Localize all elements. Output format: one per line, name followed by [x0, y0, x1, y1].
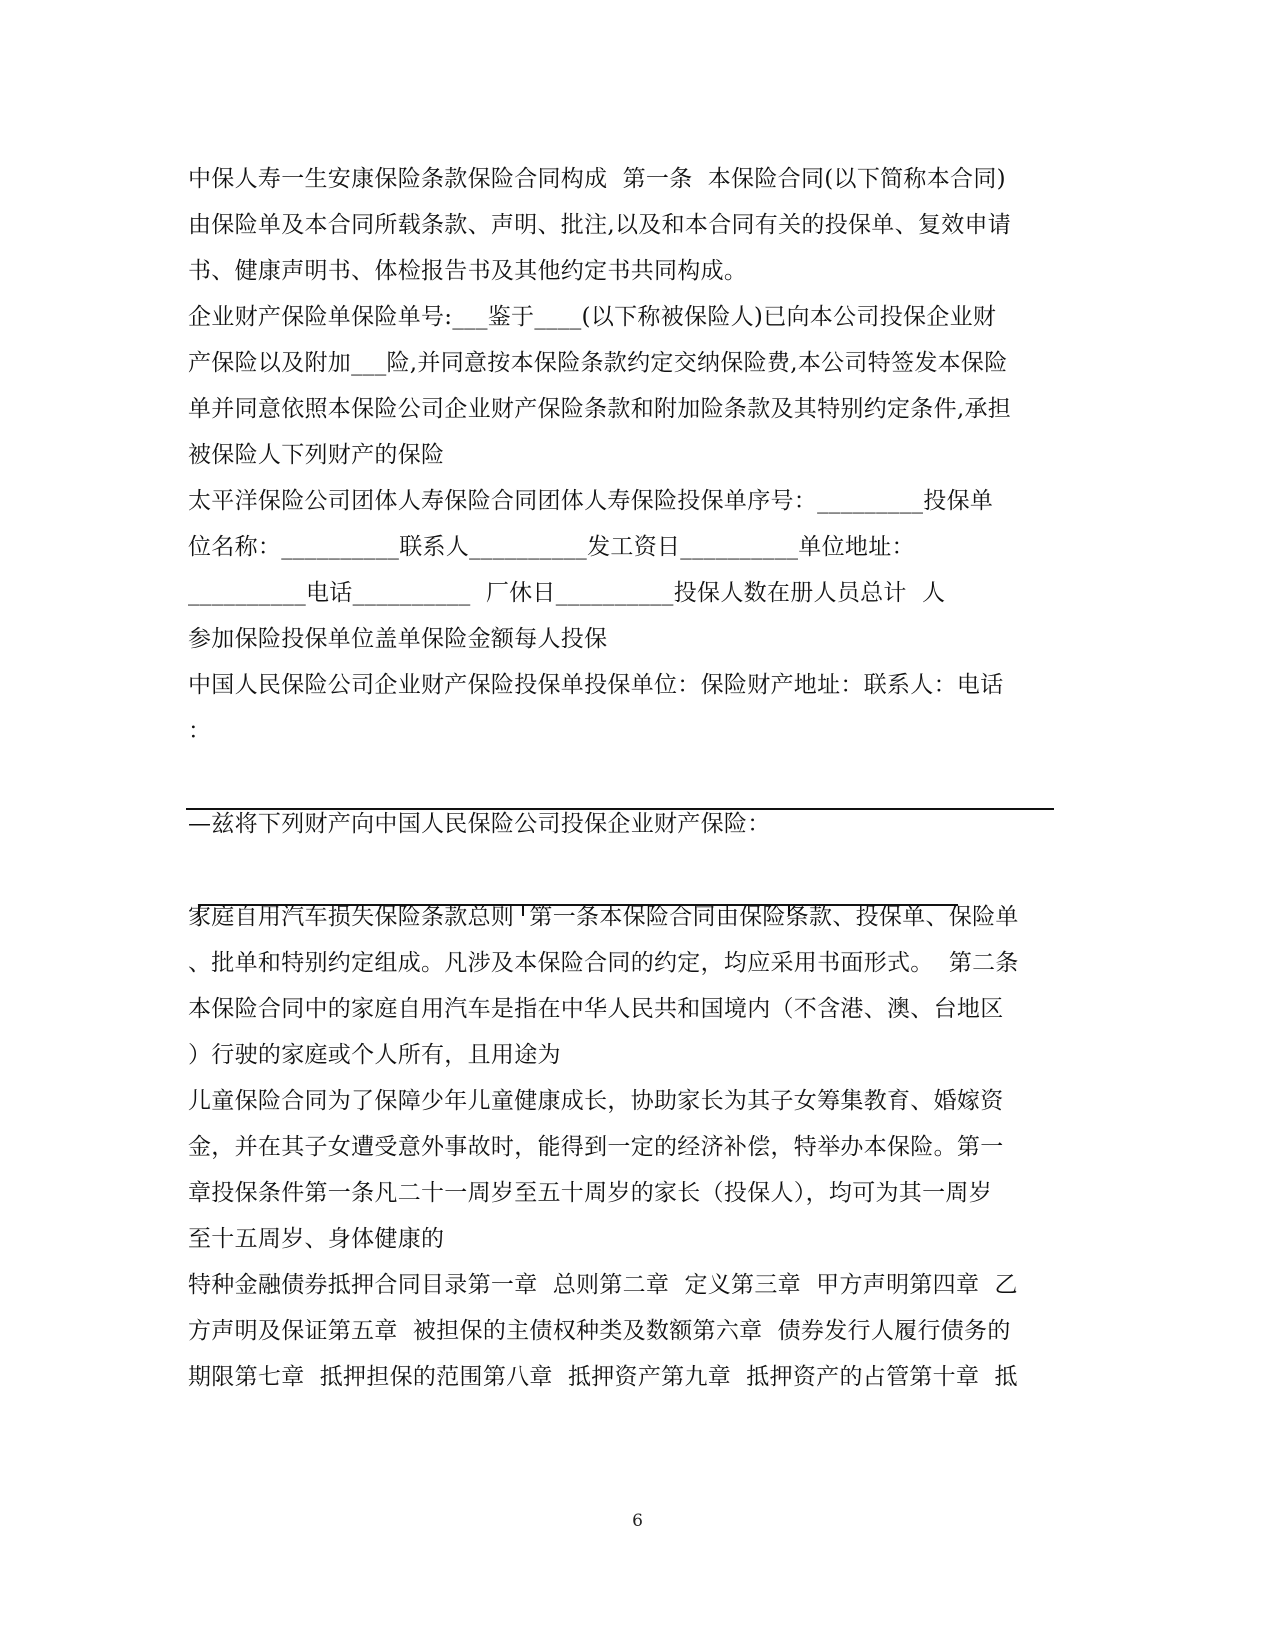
text-line: 中国人民保险公司企业财产保险投保单投保单位：保险财产地址：联系人：电话	[188, 672, 1004, 698]
text-line: 家庭自用汽车损失保险条款总则 第一条本保险合同由保险条款、投保单、保险单	[188, 904, 1019, 930]
text-line: 方声明及保证第五章 被担保的主债权种类及数额第六章 债券发行人履行债务的	[188, 1318, 1011, 1344]
text-line: 章投保条件第一条凡二十一周岁至五十周岁的家长（投保人），均可为其一周岁	[188, 1180, 992, 1206]
text-line: 企业财产保险单保险单号:___鉴于____(以下称被保险人)已向本公司投保企业财	[188, 304, 997, 330]
text-line: ）行驶的家庭或个人所有，且用途为	[188, 1042, 561, 1068]
text-line: 太平洋保险公司团体人寿保险合同团体人寿保险投保单序号：_________投保单	[188, 488, 994, 514]
text-line: 至十五周岁、身体健康的	[188, 1226, 445, 1252]
text-line: 金，并在其子女遭受意外事故时，能得到一定的经济补偿，特举办本保险。第一	[188, 1134, 1004, 1160]
text-line: __________电话__________ 厂休日__________投保人数在册人员总计 人	[188, 580, 946, 606]
text-line: 书、健康声明书、体检报告书及其他约定书共同构成。	[188, 258, 748, 284]
text-line: 期限第七章 抵押担保的范围第八章 抵押资产第九章 抵押资产的占管第十章 抵	[188, 1364, 1018, 1390]
text-line: 由保险单及本合同所载条款、声明、批注,以及和本合同有关的投保单、复效申请	[188, 212, 1012, 238]
text-line: 单并同意依照本保险公司企业财产保险条款和附加险条款及其特别约定条件,承担	[188, 396, 1012, 422]
text-line: 儿童保险合同为了保障少年儿童健康成长，协助家长为其子女筹集教育、婚嫁资	[188, 1088, 1004, 1114]
text-line: 本保险合同中的家庭自用汽车是指在中华人民共和国境内（不含港、澳、台地区	[188, 996, 1004, 1022]
text-line: 产保险以及附加___险,并同意按本保险条款约定交纳保险费,本公司特签发本保险	[188, 350, 1008, 376]
text-line: 特种金融债券抵押合同目录第一章 总则第二章 定义第三章 甲方声明第四章 乙	[188, 1272, 1018, 1298]
text-line: 位名称：__________联系人__________发工资日__________单位地址：	[188, 534, 915, 560]
text-line: —兹将下列财产向中国人民保险公司投保企业财产保险：	[188, 811, 771, 837]
text-line: 参加保险投保单位盖单保险金额每人投保	[188, 626, 608, 652]
text-line: 中保人寿一生安康保险条款保险合同构成 第一条 本保险合同(以下简称本合同)	[188, 166, 1006, 192]
text-line: 被保险人下列财产的保险	[188, 442, 445, 468]
text-line: 、批单和特别约定组成。凡涉及本保险合同的约定，均应采用书面形式。 第二条	[188, 950, 1019, 976]
text-line: ：	[188, 718, 212, 744]
page-number: 6	[632, 1511, 643, 1531]
